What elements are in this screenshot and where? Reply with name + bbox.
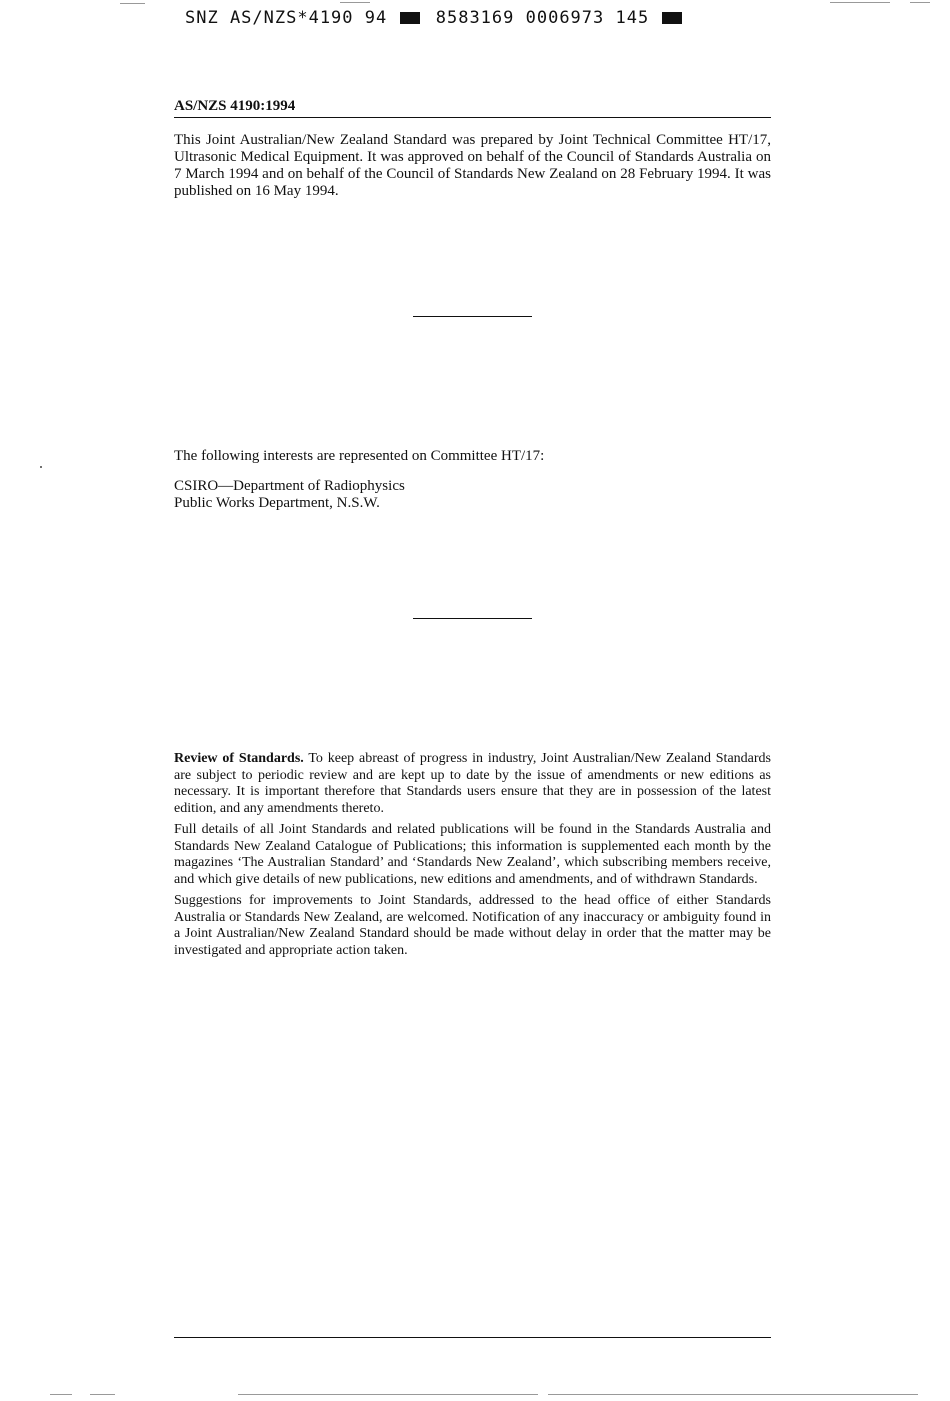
review-paragraph: Suggestions for improvements to Joint Standards, addressed to the head office of either Standards Australia or Standards New Zealand, are welcomed. Notification of any inaccuracy or ambiguity found in a Joint Australian/New Zealand Standard should be made without delay in order that the matter may be investigated and appropriate action taken. — [174, 893, 771, 958]
section-divider — [413, 316, 532, 317]
scan-artifact-line — [830, 2, 890, 3]
review-text-1: To keep abreast of progress in industry, Joint Australian/New Zealand Standards are subject to periodic review and are kept up to date by the issue of amendments or new editions as necessary. It is important therefore that Standards users ensure that they are in possession of the latest edition, and any amendments thereto. — [174, 751, 771, 816]
scan-artifact-line — [340, 2, 370, 3]
scan-artifact-line — [238, 1394, 538, 1395]
review-paragraph: Full details of all Joint Standards and related publications will be found in the Standards Australia and Standards New Zealand Catalogue of Publications; this information is supplemented each month by the magazines ‘The Australian Standard’ and ‘Standards New Zealand’, which subscribing members receive, and which give details of new publications, new editions and amendments, and of withdrawn Standards. — [174, 822, 771, 887]
scan-artifact-dot — [40, 466, 42, 468]
scan-artifact-line — [120, 3, 145, 4]
interests-list — [174, 478, 405, 512]
review-paragraph — [174, 751, 771, 817]
interests-intro: The following interests are represented on Committee HT/17: — [174, 448, 545, 464]
interest-item: CSIRO—Department of Radiophysics — [174, 478, 405, 494]
section-divider — [413, 618, 532, 619]
approval-paragraph: This Joint Australian/New Zealand Standard was prepared by Joint Technical Committee HT/17, Ultrasonic Medical Equipment. It was approved on behalf of the Council of Standards Australia on 7 March 1994 and on behalf of the Council of Standards New Zealand on 28 February 1994. It was published on 16 May 1994. — [174, 132, 771, 199]
scan-artifact-line — [548, 1394, 918, 1395]
interest-item: Public Works Department, N.S.W. — [174, 495, 380, 511]
barcode-block — [662, 12, 682, 24]
standard-number: AS/NZS 4190:1994 — [174, 98, 296, 114]
document-scan-code — [185, 8, 686, 28]
review-section — [174, 751, 771, 964]
scan-artifact-line — [910, 2, 930, 3]
scan-artifact-line — [90, 1394, 115, 1395]
header-rule — [174, 117, 771, 118]
review-heading: Review of Standards. — [174, 751, 304, 766]
barcode-block — [400, 12, 420, 24]
scan-artifact-line — [50, 1394, 72, 1395]
footer-rule — [174, 1337, 771, 1338]
scan-code-left: SNZ AS/NZS*4190 94 — [185, 8, 388, 28]
scan-code-right: 8583169 0006973 145 — [435, 8, 650, 28]
